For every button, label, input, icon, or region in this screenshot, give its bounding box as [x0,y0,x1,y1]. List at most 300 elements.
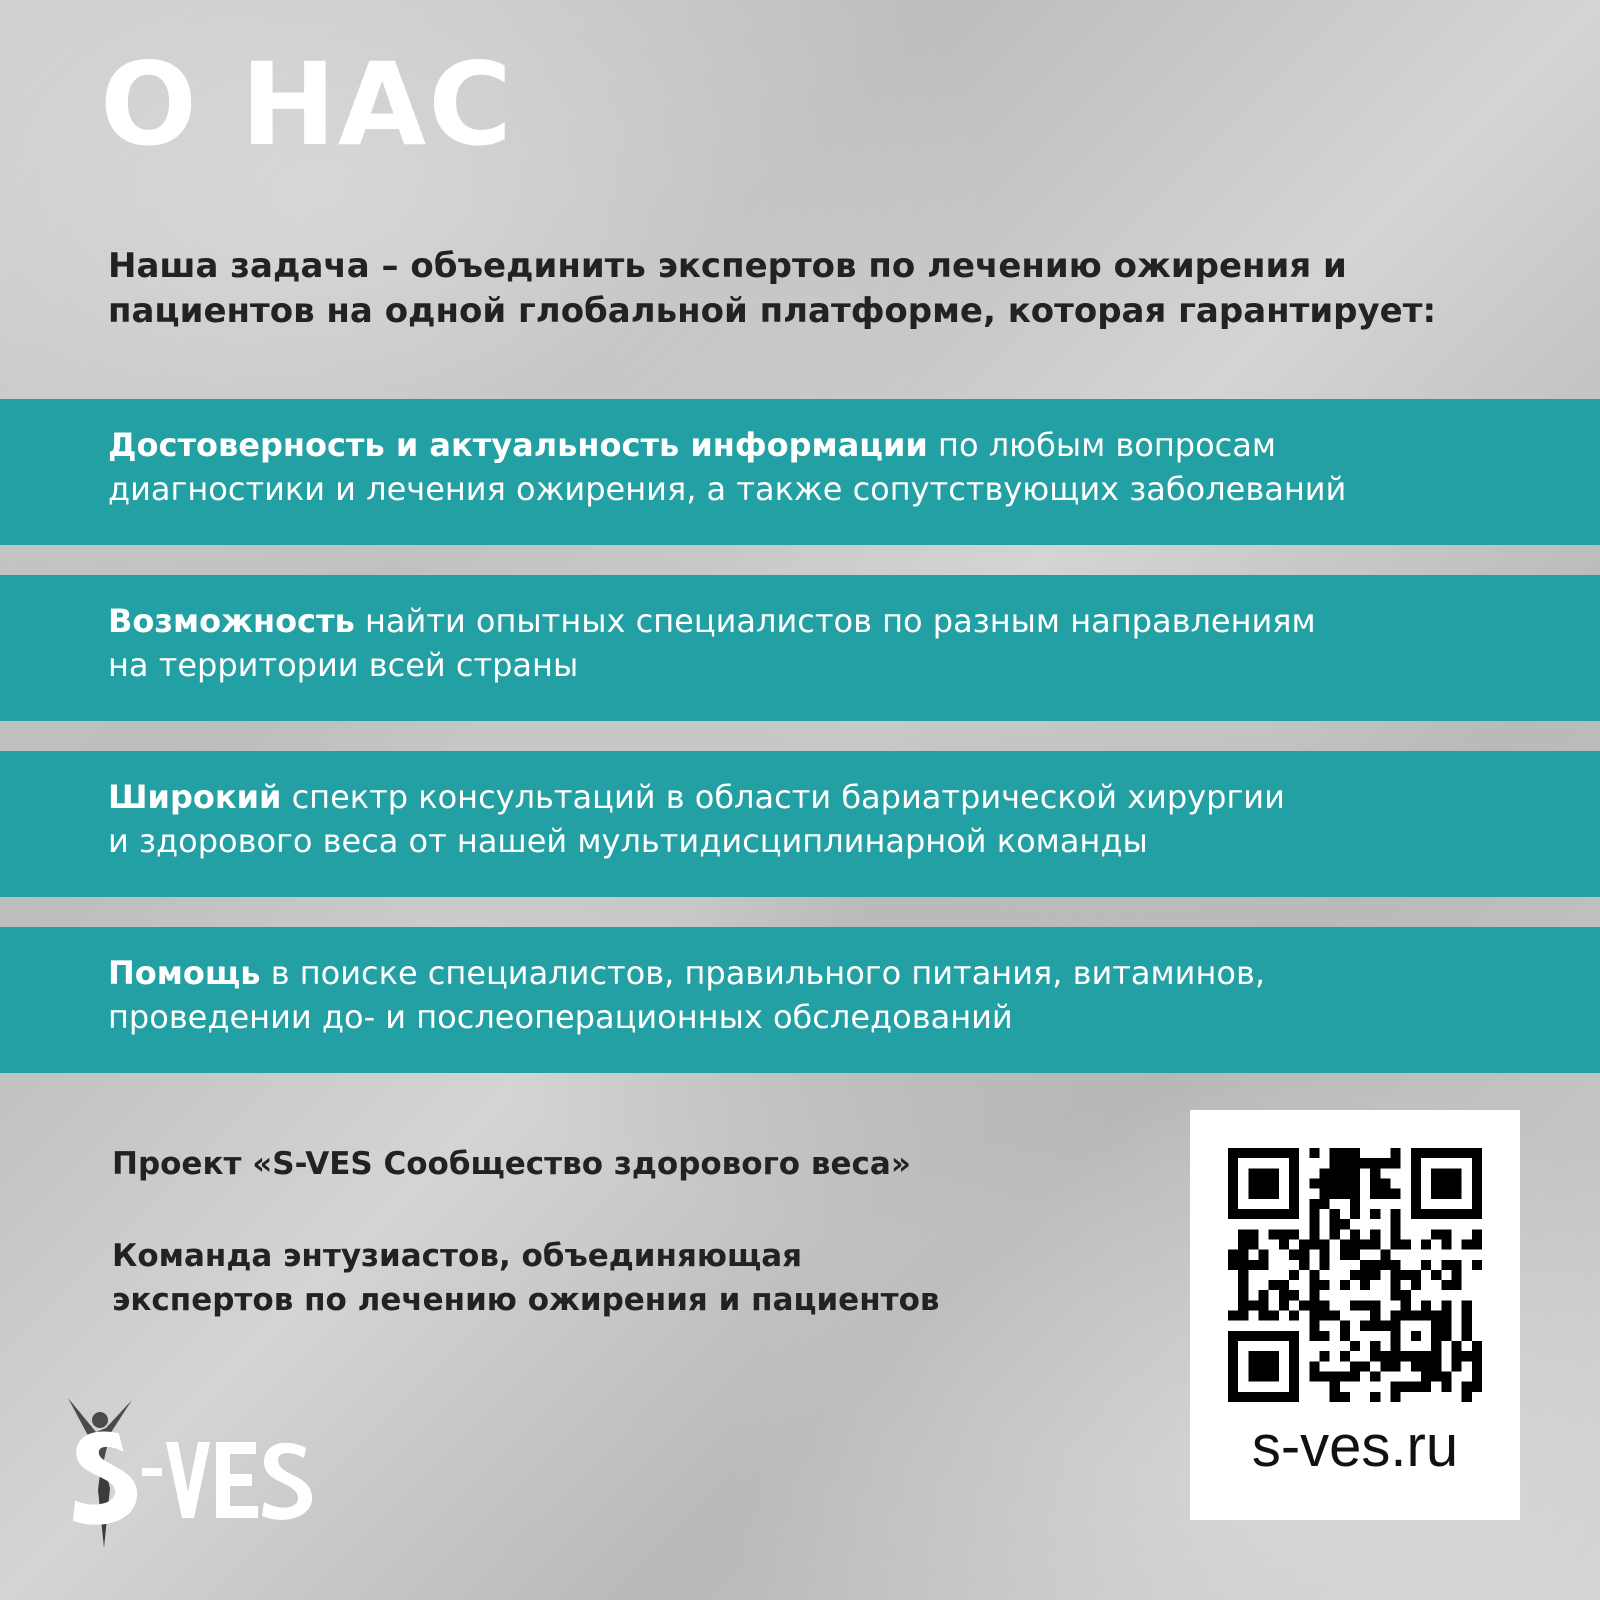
qr-module [1289,1250,1299,1260]
qr-module [1441,1382,1451,1392]
qr-module [1350,1168,1360,1178]
qr-module [1431,1178,1441,1188]
qr-module [1391,1382,1401,1392]
qr-module [1309,1300,1319,1310]
mission-line-1: Наша задача – объединить экспертов по лечению ожирения и [108,246,1347,286]
qr-module [1258,1351,1268,1361]
qr-module [1452,1168,1462,1178]
feature-band-reliability [0,399,1600,545]
qr-module [1431,1270,1441,1280]
qr-module [1258,1290,1268,1300]
qr-module [1228,1199,1238,1209]
qr-module [1319,1280,1329,1290]
feature-band-help [0,927,1600,1073]
qr-module [1309,1229,1319,1239]
qr-module [1289,1229,1299,1239]
qr-module [1289,1372,1299,1382]
qr-module [1228,1260,1238,1270]
qr-module [1258,1168,1268,1178]
qr-module [1472,1382,1482,1392]
qr-module [1289,1199,1299,1209]
qr-module [1238,1290,1248,1300]
qr-module [1238,1260,1248,1270]
qr-module [1340,1148,1350,1158]
feature-text: в поиске специалистов, правильного питания, витаминов, [260,954,1265,992]
qr-module [1370,1372,1380,1382]
qr-module [1258,1392,1268,1402]
qr-module [1370,1209,1380,1219]
qr-module [1228,1351,1238,1361]
project-name: Проект «S-VES Сообщество здорового веса» [112,1146,911,1182]
qr-module [1421,1239,1431,1249]
qr-module [1431,1351,1441,1361]
qr-module [1269,1209,1279,1219]
qr-module [1462,1239,1472,1249]
qr-module [1279,1148,1289,1158]
qr-module [1279,1331,1289,1341]
qr-module [1411,1311,1421,1321]
mission-statement [108,244,1528,334]
qr-module [1279,1229,1289,1239]
qr-module [1411,1178,1421,1188]
qr-module [1319,1189,1329,1199]
feature-keyword: Возможность [108,602,355,640]
qr-module [1309,1270,1319,1280]
qr-module [1289,1189,1299,1199]
qr-module [1340,1351,1350,1361]
qr-module [1350,1361,1360,1371]
qr-module [1269,1280,1279,1290]
qr-module [1228,1372,1238,1382]
qr-module [1238,1250,1248,1260]
qr-module [1238,1300,1248,1310]
qr-module [1228,1382,1238,1392]
qr-module [1340,1239,1350,1249]
qr-module [1248,1331,1258,1341]
qr-module [1411,1168,1421,1178]
qr-module [1319,1351,1329,1361]
qr-module [1319,1239,1329,1249]
qr-module [1370,1189,1380,1199]
feature-keyword: Помощь [108,954,261,992]
qr-module [1248,1239,1258,1249]
qr-module [1269,1351,1279,1361]
qr-module [1269,1189,1279,1199]
qr-module [1289,1148,1299,1158]
qr-module [1431,1341,1441,1351]
qr-module [1421,1372,1431,1382]
qr-module [1309,1372,1319,1382]
qr-module [1258,1260,1268,1270]
qr-module [1452,1280,1462,1290]
qr-module [1228,1361,1238,1371]
qr-module [1441,1372,1451,1382]
qr-module [1411,1270,1421,1280]
qr-module [1319,1199,1329,1209]
qr-module [1248,1178,1258,1188]
qr-module [1391,1260,1401,1270]
qr-module [1421,1209,1431,1219]
qr-module [1380,1250,1390,1260]
qr-module [1330,1158,1340,1168]
qr-module [1462,1392,1472,1402]
qr-module [1401,1311,1411,1321]
qr-module [1431,1331,1441,1341]
qr-module [1319,1250,1329,1260]
qr-module [1350,1148,1360,1158]
qr-module [1472,1341,1482,1351]
website-link[interactable]: s-ves.ru [1251,1414,1459,1479]
qr-module [1350,1229,1360,1239]
qr-module [1431,1168,1441,1178]
qr-module [1441,1229,1451,1239]
feature-text: найти опытных специалистов по разным направлениям [354,602,1316,640]
qr-module [1309,1290,1319,1300]
qr-module [1421,1300,1431,1310]
qr-module [1391,1239,1401,1249]
qr-module [1472,1178,1482,1188]
qr-module [1248,1229,1258,1239]
qr-module [1472,1148,1482,1158]
qr-module [1421,1148,1431,1158]
qr-module [1238,1148,1248,1158]
qr-module [1350,1178,1360,1188]
qr-module [1370,1229,1380,1239]
qr-module [1360,1361,1370,1371]
qr-module [1462,1300,1472,1310]
qr-code-icon[interactable] [1228,1148,1482,1402]
qr-module [1411,1361,1421,1371]
qr-module [1441,1321,1451,1331]
qr-module [1391,1219,1401,1229]
qr-module [1441,1148,1451,1158]
qr-module [1258,1311,1268,1321]
qr-module [1411,1189,1421,1199]
qr-module [1258,1250,1268,1260]
qr-card[interactable] [1190,1110,1520,1520]
qr-module [1238,1209,1248,1219]
qr-module [1258,1372,1268,1382]
qr-module [1472,1168,1482,1178]
qr-module [1248,1260,1258,1270]
qr-module [1391,1341,1401,1351]
qr-module [1330,1372,1340,1382]
qr-module [1289,1341,1299,1351]
qr-module [1411,1331,1421,1341]
qr-module [1441,1239,1451,1249]
qr-module [1391,1331,1401,1341]
feature-line-1 [108,775,1600,819]
qr-module [1411,1382,1421,1392]
qr-module [1228,1250,1238,1260]
qr-module [1391,1351,1401,1361]
qr-module [1238,1331,1248,1341]
qr-module [1411,1351,1421,1361]
qr-module [1269,1148,1279,1158]
feature-line-1 [108,951,1600,995]
qr-module [1228,1168,1238,1178]
qr-module [1279,1280,1289,1290]
qr-module [1380,1178,1390,1188]
qr-module [1309,1321,1319,1331]
qr-module [1289,1290,1299,1300]
qr-module [1411,1199,1421,1209]
qr-module [1350,1372,1360,1382]
qr-module [1452,1148,1462,1158]
qr-module [1279,1290,1289,1300]
qr-module [1340,1189,1350,1199]
qr-module [1258,1209,1268,1219]
qr-module [1370,1392,1380,1402]
qr-module [1472,1229,1482,1239]
qr-module [1370,1321,1380,1331]
qr-module [1350,1250,1360,1260]
qr-module [1330,1382,1340,1392]
qr-module [1228,1392,1238,1402]
qr-module [1360,1300,1370,1310]
qr-module [1258,1189,1268,1199]
qr-module [1269,1392,1279,1402]
qr-module [1462,1321,1472,1331]
qr-module [1289,1361,1299,1371]
qr-module [1258,1300,1268,1310]
qr-module [1370,1341,1380,1351]
qr-module [1319,1300,1329,1310]
team-description [112,1234,1112,1322]
feature-line-2: проведении до- и послеоперационных обследований [108,998,1013,1036]
qr-module [1340,1168,1350,1178]
qr-module [1391,1270,1401,1280]
qr-module [1350,1300,1360,1310]
feature-band-opportunity [0,575,1600,721]
qr-module [1289,1382,1299,1392]
qr-module [1258,1178,1268,1188]
qr-module [1370,1311,1380,1321]
qr-module [1279,1392,1289,1402]
qr-module [1238,1392,1248,1402]
qr-module [1269,1331,1279,1341]
qr-module [1299,1239,1309,1249]
qr-module [1248,1189,1258,1199]
qr-module [1340,1392,1350,1402]
qr-module [1238,1239,1248,1249]
qr-module [1431,1361,1441,1371]
qr-module [1330,1219,1340,1229]
qr-module [1258,1148,1268,1158]
qr-module [1391,1148,1401,1158]
qr-module [1462,1351,1472,1361]
qr-module [1269,1168,1279,1178]
qr-module [1340,1219,1350,1229]
qr-module [1401,1270,1411,1280]
qr-module [1370,1239,1380,1249]
qr-module [1228,1178,1238,1188]
qr-module [1309,1331,1319,1341]
qr-module [1370,1270,1380,1280]
qr-module [1452,1260,1462,1270]
qr-module [1289,1311,1299,1321]
qr-module [1380,1158,1390,1168]
qr-module [1360,1270,1370,1280]
qr-module [1401,1382,1411,1392]
qr-module [1269,1361,1279,1371]
s-ves-logo [66,1398,326,1548]
qr-module [1319,1168,1329,1178]
qr-module [1452,1209,1462,1219]
qr-module [1452,1341,1462,1351]
feature-line-2: на территории всей страны [108,646,579,684]
qr-module [1421,1361,1431,1371]
feature-line-2: диагностики и лечения ожирения, а также сопутствующих заболеваний [108,470,1347,508]
team-line-1: Команда энтузиастов, объединяющая [112,1238,803,1274]
qr-module [1360,1260,1370,1270]
qr-module [1431,1189,1441,1199]
qr-module [1452,1189,1462,1199]
qr-module [1370,1178,1380,1188]
mission-line-2: пациентов на одной глобальной платформе, которая гарантирует: [108,291,1437,331]
qr-module [1462,1209,1472,1219]
qr-module [1462,1382,1472,1392]
qr-module [1472,1361,1482,1371]
feature-line-1 [108,599,1600,643]
qr-module [1431,1372,1441,1382]
qr-module [1279,1300,1289,1310]
qr-module [1431,1321,1441,1331]
qr-module [1411,1158,1421,1168]
qr-module [1330,1311,1340,1321]
qr-module [1330,1168,1340,1178]
qr-module [1401,1300,1411,1310]
qr-module [1228,1158,1238,1168]
qr-module [1309,1311,1319,1321]
qr-module [1299,1250,1309,1260]
qr-module [1238,1229,1248,1239]
qr-module [1380,1321,1390,1331]
feature-text: по любым вопросам [927,426,1276,464]
qr-module [1330,1209,1340,1219]
feature-line-2: и здорового веса от нашей мультидисциплинарной команды [108,822,1148,860]
qr-module [1258,1361,1268,1371]
qr-module [1248,1392,1258,1402]
qr-module [1248,1148,1258,1158]
qr-module [1391,1209,1401,1219]
qr-module [1289,1270,1299,1280]
qr-module [1452,1351,1462,1361]
qr-module [1340,1321,1350,1331]
qr-module [1441,1331,1451,1341]
qr-module [1411,1148,1421,1158]
qr-module [1248,1361,1258,1371]
qr-module [1319,1260,1329,1270]
qr-module [1350,1239,1360,1249]
qr-module [1441,1280,1451,1290]
qr-module [1441,1168,1451,1178]
qr-module [1452,1270,1462,1280]
qr-module [1370,1351,1380,1361]
qr-module [1421,1382,1431,1392]
qr-module [1350,1189,1360,1199]
qr-module [1391,1290,1401,1300]
qr-module [1319,1178,1329,1188]
qr-module [1309,1280,1319,1290]
qr-module [1269,1311,1279,1321]
qr-module [1441,1178,1451,1188]
qr-module [1370,1158,1380,1168]
qr-module [1248,1351,1258,1361]
qr-module [1340,1158,1350,1168]
qr-module [1391,1189,1401,1199]
qr-module [1350,1209,1360,1219]
qr-module [1330,1148,1340,1158]
qr-module [1401,1351,1411,1361]
qr-module [1269,1178,1279,1188]
qr-module [1370,1300,1380,1310]
qr-module [1350,1199,1360,1209]
qr-module [1370,1168,1380,1178]
qr-module [1238,1270,1248,1280]
qr-module [1228,1148,1238,1158]
qr-module [1401,1239,1411,1249]
qr-module [1309,1148,1319,1158]
qr-module [1441,1209,1451,1219]
qr-module [1391,1321,1401,1331]
qr-module [1319,1311,1329,1321]
qr-module [1309,1178,1319,1188]
qr-module [1391,1280,1401,1290]
qr-module [1228,1331,1238,1341]
qr-module [1421,1260,1431,1270]
qr-module [1279,1209,1289,1219]
qr-module [1309,1199,1319,1209]
qr-module [1228,1341,1238,1351]
qr-module [1431,1148,1441,1158]
qr-module [1340,1178,1350,1188]
qr-module [1269,1372,1279,1382]
qr-module [1319,1331,1329,1341]
qr-module [1380,1361,1390,1371]
qr-module [1462,1148,1472,1158]
qr-module [1452,1178,1462,1188]
qr-module [1431,1209,1441,1219]
qr-module [1309,1209,1319,1219]
qr-module [1248,1209,1258,1219]
qr-module [1462,1311,1472,1321]
qr-module [1330,1229,1340,1239]
qr-module [1411,1209,1421,1219]
qr-module [1360,1321,1370,1331]
qr-module [1411,1280,1421,1290]
qr-module [1441,1260,1451,1270]
qr-module [1238,1311,1248,1321]
qr-module [1391,1229,1401,1239]
qr-module [1472,1209,1482,1219]
qr-module [1330,1189,1340,1199]
qr-module [1452,1361,1462,1371]
qr-module [1340,1250,1350,1260]
qr-module [1269,1229,1279,1239]
feature-keyword: Достоверность и актуальность информации [108,426,928,464]
qr-module [1472,1189,1482,1199]
qr-module [1289,1158,1299,1168]
qr-module [1462,1331,1472,1341]
qr-module [1380,1189,1390,1199]
qr-module [1370,1260,1380,1270]
qr-module [1421,1311,1431,1321]
qr-module [1350,1341,1360,1351]
qr-module [1299,1260,1309,1270]
qr-module [1340,1372,1350,1382]
qr-module [1330,1178,1340,1188]
